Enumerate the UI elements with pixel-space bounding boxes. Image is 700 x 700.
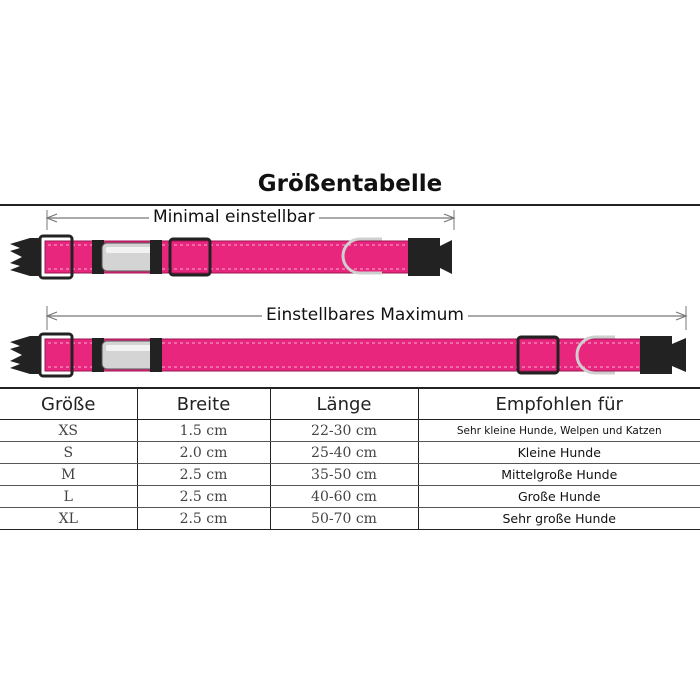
- cell-length: 40-60 cm: [270, 486, 418, 508]
- cell-recommended: Große Hunde: [418, 486, 700, 508]
- cell-recommended: Sehr kleine Hunde, Welpen und Katzen: [418, 420, 700, 442]
- cell-width: 2.5 cm: [137, 508, 270, 530]
- header-length: Länge: [270, 389, 418, 420]
- cell-width: 1.5 cm: [137, 420, 270, 442]
- page-title: Größentabelle: [257, 171, 443, 197]
- header-width: Breite: [137, 389, 270, 420]
- table-row: [0, 420, 700, 442]
- table-row: [0, 486, 700, 508]
- table-row: [0, 508, 700, 530]
- cell-size: M: [0, 464, 137, 486]
- header-recommended: Empfohlen für: [418, 389, 700, 420]
- cell-length: 22-30 cm: [270, 420, 418, 442]
- cell-recommended: Sehr große Hunde: [418, 508, 700, 530]
- cell-width: 2.0 cm: [137, 442, 270, 464]
- max-collar: [10, 334, 686, 376]
- header-size: Größe: [0, 389, 137, 420]
- size-table: [0, 389, 700, 530]
- cell-size: S: [0, 442, 137, 464]
- cell-length: 50-70 cm: [270, 508, 418, 530]
- min-length-label: Minimal einstellbar: [149, 207, 319, 227]
- cell-width: 2.5 cm: [137, 464, 270, 486]
- cell-length: 35-50 cm: [270, 464, 418, 486]
- min-collar: [10, 236, 452, 278]
- buckle-female-icon: [408, 238, 452, 276]
- cell-width: 2.5 cm: [137, 486, 270, 508]
- table-row: [0, 464, 700, 486]
- cell-recommended: Mittelgroße Hunde: [418, 464, 700, 486]
- table-header-row: [0, 389, 700, 420]
- cell-recommended: Kleine Hunde: [418, 442, 700, 464]
- table-row: [0, 442, 700, 464]
- cell-length: 25-40 cm: [270, 442, 418, 464]
- cell-size: XL: [0, 508, 137, 530]
- cell-size: L: [0, 486, 137, 508]
- buckle-female-icon: [640, 336, 686, 374]
- max-length-label: Einstellbares Maximum: [262, 305, 468, 325]
- cell-size: XS: [0, 420, 137, 442]
